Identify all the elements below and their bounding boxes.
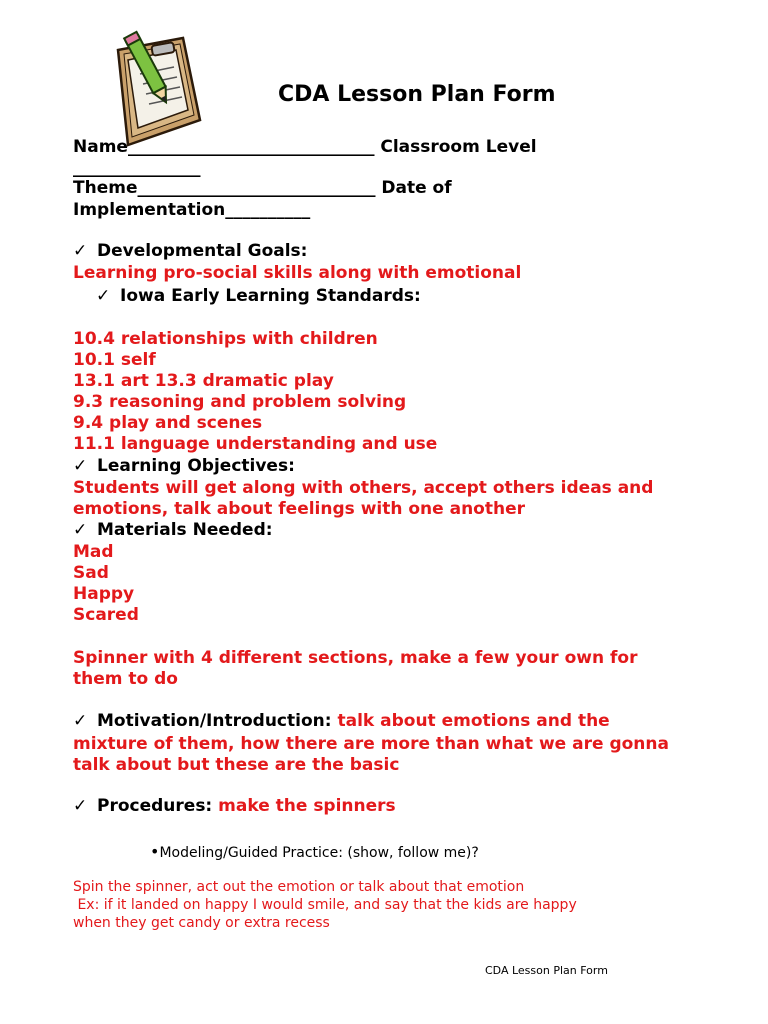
developmental-goals-text: Learning pro-social skills along with emotional xyxy=(73,263,522,283)
objectives-text-line: Students will get along with others, accept others ideas and xyxy=(73,478,654,498)
standard-item: 11.1 language understanding and use xyxy=(73,434,438,454)
spinner-text-line: them to do xyxy=(73,669,178,689)
spinner-text-line: Spinner with 4 different sections, make a few your own for xyxy=(73,648,638,668)
motivation-text-line: mixture of them, how there are more than what we are gonna xyxy=(73,734,669,754)
objectives-text-line: emotions, talk about feelings with one another xyxy=(73,499,525,519)
procedures-heading xyxy=(73,796,396,816)
standard-item: 10.1 self xyxy=(73,350,156,370)
implementation-line: Implementation__________ xyxy=(73,200,311,220)
iowa-standards-label: Iowa Early Learning Standards: xyxy=(120,286,421,306)
checkmark-icon: ✓ xyxy=(73,520,88,540)
procedures-text: make the spinners xyxy=(218,796,396,816)
motivation-heading xyxy=(73,711,610,731)
modeling-text: Modeling/Guided Practice: (show, follow me)? xyxy=(159,845,479,861)
learning-objectives-label: Learning Objectives: xyxy=(97,456,295,476)
materials-heading xyxy=(73,520,273,540)
checkmark-icon: ✓ xyxy=(73,796,88,816)
material-item: Scared xyxy=(73,605,139,625)
motivation-text-line: talk about but these are the basic xyxy=(73,755,400,775)
checkmark-icon: ✓ xyxy=(96,286,111,306)
learning-objectives-heading xyxy=(73,456,295,476)
standard-item: 9.4 play and scenes xyxy=(73,413,263,433)
footer-text: CDA Lesson Plan Form xyxy=(485,964,608,977)
standard-item: 10.4 relationships with children xyxy=(73,329,378,349)
page-title: CDA Lesson Plan Form xyxy=(278,82,556,107)
bullet-icon: • xyxy=(150,842,160,861)
spin-text-line: when they get candy or extra recess xyxy=(73,915,330,931)
clipboard-pencil-icon xyxy=(88,30,208,150)
developmental-goals-heading xyxy=(73,241,307,261)
iowa-standards-heading xyxy=(96,286,421,306)
developmental-goals-label: Developmental Goals: xyxy=(97,241,308,261)
materials-label: Materials Needed: xyxy=(97,520,273,540)
modeling-guided-practice xyxy=(150,842,479,861)
standard-item: 13.1 art 13.3 dramatic play xyxy=(73,371,334,391)
checkmark-icon: ✓ xyxy=(73,711,88,731)
classroom-level-blank: _______________ xyxy=(73,158,201,178)
material-item: Happy xyxy=(73,584,135,604)
motivation-label: Motivation/Introduction: xyxy=(97,711,332,731)
standard-item: 9.3 reasoning and problem solving xyxy=(73,392,407,412)
motivation-text: talk about emotions and the xyxy=(337,711,610,731)
material-item: Sad xyxy=(73,563,109,583)
spin-text-line: Spin the spinner, act out the emotion or talk about that emotion xyxy=(73,879,525,895)
checkmark-icon: ✓ xyxy=(73,241,88,261)
material-item: Mad xyxy=(73,542,114,562)
theme-date-line: Theme____________________________ Date of xyxy=(73,178,452,198)
checkmark-icon: ✓ xyxy=(73,456,88,476)
spin-text-line: Ex: if it landed on happy I would smile, and say that the kids are happy xyxy=(73,897,577,913)
name-classroom-line: Name_____________________________ Classroom Level xyxy=(73,137,537,157)
procedures-label: Procedures: xyxy=(97,796,213,816)
